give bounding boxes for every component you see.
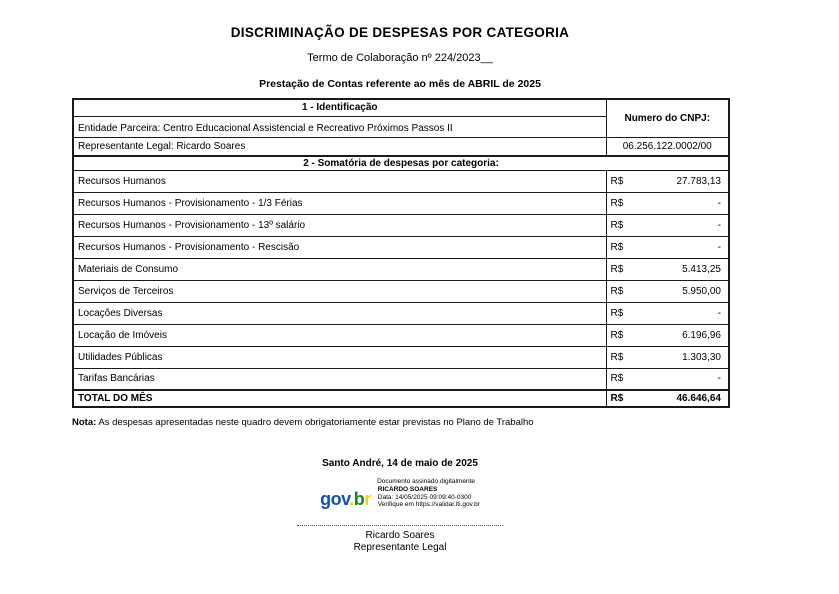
currency-label: R$	[610, 373, 624, 385]
expense-label: Recursos Humanos - Provisionamento - 13º salário	[73, 214, 606, 236]
table-row	[73, 192, 729, 214]
currency-label: R$	[610, 197, 624, 209]
signer-role: Representante Legal	[353, 542, 447, 554]
expense-label: Materiais de Consumo	[73, 258, 606, 280]
currency-label: R$	[610, 393, 624, 404]
identification-section-row	[73, 99, 729, 116]
digital-signature-date: Data: 14/05/2025 09:09:40-0300	[377, 493, 472, 501]
currency-label: R$	[610, 263, 624, 275]
legal-rep-cell: Representante Legal: Ricardo Soares	[73, 137, 606, 156]
expense-label: Utilidades Públicas	[73, 346, 606, 368]
govbr-logo-icon: gov.br	[320, 489, 371, 510]
expense-amount: -	[717, 373, 721, 385]
currency-label: R$	[610, 175, 624, 187]
note-text: As despesas apresentadas neste quadro devem obrigatoriamente estar previstas no Plano de Trabalho	[96, 417, 534, 428]
digital-signature-verify-url: Verifique em https://validar.iti.gov.br	[377, 501, 480, 509]
total-label: TOTAL DO MÊS	[73, 390, 606, 407]
currency-label: R$	[610, 351, 624, 363]
table-row	[73, 302, 729, 324]
expenses-section-title: 2 - Somatória de despesas por categoria:	[73, 156, 729, 170]
table-row	[73, 280, 729, 302]
page-title: DISCRIMINAÇÃO DE DESPESAS POR CATEGORIA	[230, 25, 570, 40]
total-amount: 46.646,64	[676, 393, 721, 404]
table-row	[73, 368, 729, 390]
expense-label: Serviços de Terceiros	[73, 280, 606, 302]
currency-label: R$	[610, 219, 624, 231]
expense-amount: -	[717, 307, 721, 319]
table-row	[73, 346, 729, 368]
table-row	[73, 258, 729, 280]
legal-rep-row	[73, 137, 729, 156]
note	[72, 417, 800, 428]
expense-label: Locação de Imóveis	[73, 324, 606, 346]
expense-label: Tarifas Bancárias	[73, 368, 606, 390]
currency-label: R$	[610, 329, 624, 341]
period-line: Prestação de Contas referente ao mês de ABRIL de 2025	[259, 78, 541, 90]
expense-amount: 5.950,00	[682, 285, 721, 297]
cnpj-value-cell: 06.256.122.0002/00	[606, 137, 729, 156]
expense-amount: 5.413,25	[682, 263, 721, 275]
digital-signer-name: RICARDO SOARES	[377, 485, 438, 493]
expense-amount: -	[717, 197, 721, 209]
signer-name: Ricardo Soares	[365, 530, 435, 542]
table-row	[73, 214, 729, 236]
identification-section-title: 1 - Identificação	[73, 99, 606, 116]
table-row	[73, 170, 729, 192]
note-label: Nota:	[72, 417, 97, 428]
expense-label: Recursos Humanos - Provisionamento - Rescisão	[73, 236, 606, 258]
currency-label: R$	[610, 307, 624, 319]
expenses-section-row	[73, 156, 729, 170]
table-row	[73, 324, 729, 346]
total-row	[73, 390, 729, 407]
signature-line	[297, 525, 503, 526]
digital-signature-block	[0, 478, 800, 509]
entity-name-cell: Entidade Parceira: Centro Educacional Assistencial e Recreativo Próximos Passos II	[73, 116, 606, 137]
collaboration-term-subtitle: Termo de Colaboração nº 224/2023__	[307, 52, 493, 64]
date-place-line: Santo André, 14 de maio de 2025	[322, 458, 478, 469]
expense-amount: 27.783,13	[676, 175, 721, 187]
cnpj-label-cell: Numero do CNPJ:	[606, 99, 729, 137]
currency-label: R$	[610, 285, 624, 297]
currency-label: R$	[610, 241, 624, 253]
expense-amount: 1.303,30	[682, 351, 721, 363]
digital-signature-caption: Documento assinado digitalmente	[377, 478, 475, 485]
table-row	[73, 236, 729, 258]
expense-amount: 6.196,96	[682, 329, 721, 341]
expenses-table	[72, 98, 730, 408]
expense-amount: -	[717, 219, 721, 231]
expense-label: Recursos Humanos - Provisionamento - 1/3 Férias	[73, 192, 606, 214]
expense-label: Locações Diversas	[73, 302, 606, 324]
expense-amount: -	[717, 241, 721, 253]
document-page	[0, 25, 800, 553]
expense-label: Recursos Humanos	[73, 170, 606, 192]
